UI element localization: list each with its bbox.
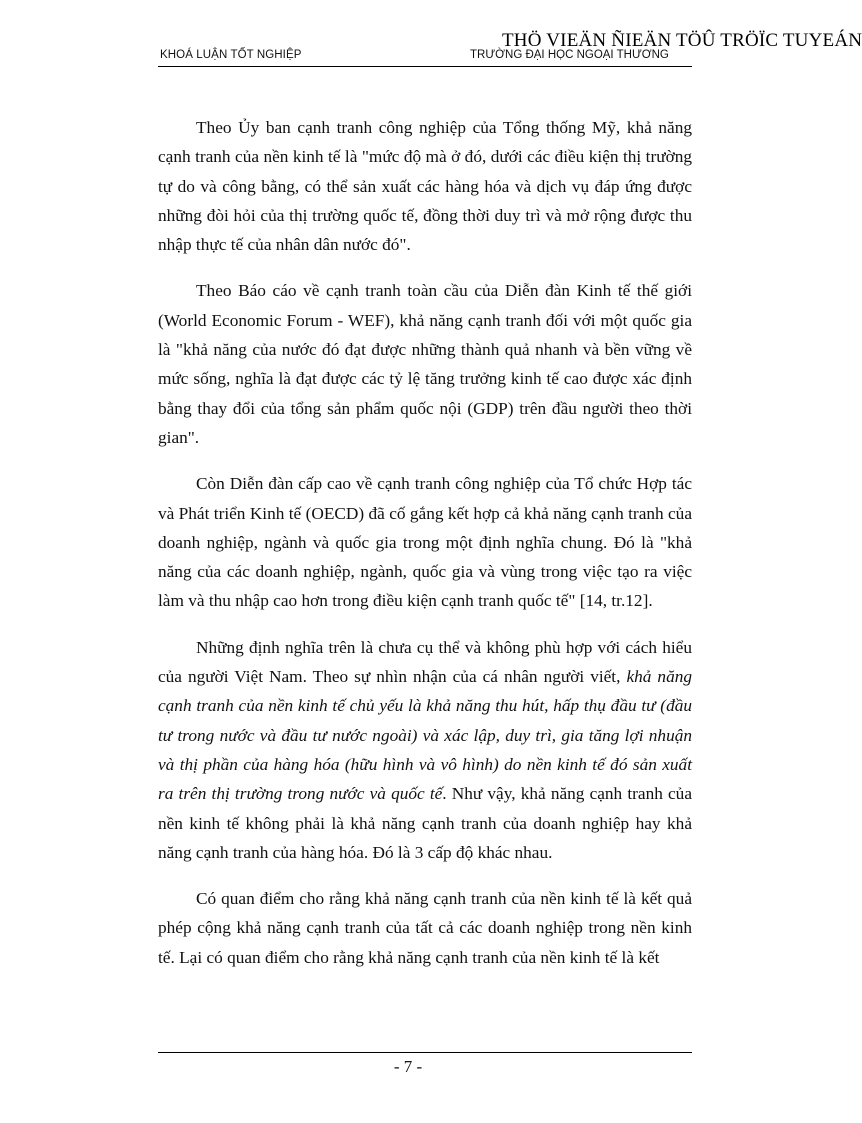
header-thesis-label: KHOÁ LUẬN TỐT NGHIỆP xyxy=(160,49,302,61)
header-watermark: THÖ VIEÄN ÑIEÄN TÖÛ TRÖÏC TUYEÁN xyxy=(502,30,862,51)
paragraph-2: Theo Báo cáo về cạnh tranh toàn cầu của Diễn đàn Kinh tế thế giới (World Economic Forum - WEF), khả năng cạnh tranh đối với một quốc gia là "khả năng của nước đó đạt được những thành quả nhanh và bền vững về mức sống, nghĩa là đạt được các tỷ lệ tăng trưởng kinh tế cao được xác định bằng thay đổi của tổng sản phẩm quốc nội (GDP) trên đầu người theo thời gian". xyxy=(158,281,692,447)
paragraph-4-end: . Như vậy, khả năng cạnh tranh của nền kinh tế không phải là khả năng cạnh tranh của doanh nghiệp hay khả năng cạnh tranh của hàng hóa. Đó là 3 cấp độ khác nhau. xyxy=(158,784,692,862)
header-university-name: TRƯỜNG ĐẠI HỌC NGOẠI THƯƠNG xyxy=(470,49,669,61)
body-text xyxy=(158,113,692,972)
paragraph-5: Có quan điểm cho rằng khả năng cạnh tranh của nền kinh tế là kết quả phép cộng khả năng cạnh tranh của tất cả các doanh nghiệp trong nền kinh tế. Lại có quan điểm cho rằng khả năng cạnh tranh của nền kinh tế là kết xyxy=(158,889,692,967)
paragraph-4-definition: khả năng cạnh tranh của nền kinh tế chủ yếu là khả năng thu hút, hấp thụ đầu tư (đầu tư trong nước và đầu tư nước ngoài) và xác lập, duy trì, gia tăng lợi nhuận và thị phần của hàng hóa (hữu hình và vô hình) do nền kinh tế đó sản xuất ra trên thị trường trong nước và quốc tế xyxy=(158,667,692,804)
paragraph-4-start: Những định nghĩa trên là chưa cụ thể và không phù hợp với cách hiểu của người Việt Nam. Theo sự nhìn nhận của cá nhân người viết, xyxy=(158,637,692,687)
paragraph-1: Theo Ủy ban cạnh tranh công nghiệp của Tổng thống Mỹ, khả năng cạnh tranh của nền kinh tế là "mức độ mà ở đó, dưới các điều kiện thị trường tự do và công bằng, có thể sản xuất các hàng hóa và dịch vụ đáp ứng được những đòi hỏi của thị trường quốc tế, đồng thời duy trì và mở rộng được thu nhập thực tế của nhân dân nước đó". xyxy=(158,118,692,255)
footer-divider xyxy=(158,1052,692,1053)
page-number: - 7 - xyxy=(393,1057,423,1076)
header-divider xyxy=(158,66,692,67)
paragraph-3: Còn Diễn đàn cấp cao về cạnh tranh công nghiệp của Tổ chức Hợp tác và Phát triển Kinh tế (OECD) đã cố gắng kết hợp cả khả năng cạnh tranh của doanh nghiệp, ngành và quốc gia trong một định nghĩa chung. Đó là "khả năng của các doanh nghiệp, ngành, quốc gia và vùng trong việc tạo ra việc làm và thu nhập cao hơn trong điều kiện cạnh tranh quốc tế" [14, tr.12]. xyxy=(158,474,692,611)
paragraph-4 xyxy=(158,633,692,867)
